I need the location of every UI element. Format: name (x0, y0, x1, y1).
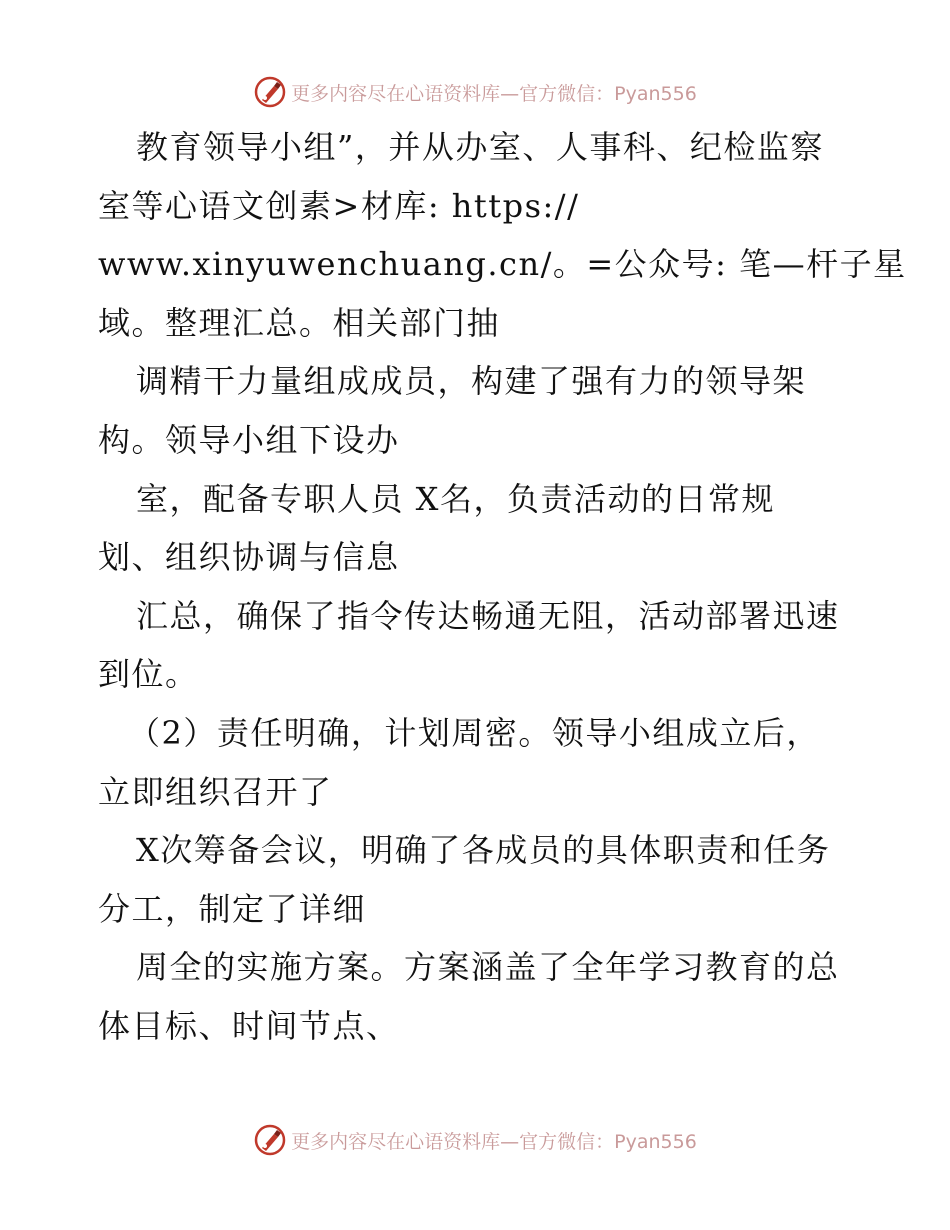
text-line: 室等心语文创素>材库: https:// (98, 186, 580, 225)
watermark-wechat-id: Pyan556 (614, 82, 697, 105)
text-line: www.xinyuwenchuang.cn/。=公众号: 笔—杆子星 (98, 245, 907, 284)
text-line: 体目标、时间节点、 (98, 1006, 400, 1045)
text-line: 划、组织协调与信息 (98, 538, 400, 577)
watermark-label: 更多内容尽在心语资料库—官方微信： (291, 82, 615, 105)
text-line: 域。整理汇总。相关部门抽 (98, 303, 501, 342)
pen-logo-icon (253, 75, 287, 109)
watermark-label: 更多内容尽在心语资料库—官方微信： (291, 1130, 615, 1153)
header-watermark (0, 72, 950, 112)
text-line: 立即组织召开了 (98, 772, 333, 811)
text-line: 教育领导小组”，并从办室、人事科、纪检监察 (136, 128, 824, 166)
text-line: 构。领导小组下设办 (98, 420, 400, 459)
pen-logo-icon (253, 1123, 287, 1157)
text-line: 调精干力量组成成员，构建了强有力的领导架 (136, 362, 807, 401)
text-line: 分工，制定了详细 (98, 889, 367, 928)
watermark-wechat-id: Pyan556 (614, 1130, 697, 1153)
text-line: 周全的实施方案。方案涵盖了全年学习教育的总 (136, 948, 840, 987)
text-line: X次筹备会议，明确了各成员的具体职责和任务 (136, 831, 831, 870)
watermark-text (291, 1127, 697, 1154)
text-line: 到位。 (98, 655, 199, 694)
text-line: 汇总，确保了指令传达畅通无阻，活动部署迅速 (136, 596, 840, 635)
document-body (98, 118, 907, 1056)
text-line: 室，配备专职人员 X名，负责活动的日常规 (136, 479, 775, 518)
text-line: （2）责任明确，计划周密。领导小组成立后， (128, 713, 820, 752)
watermark-text (291, 79, 697, 106)
footer-watermark (0, 1120, 950, 1160)
